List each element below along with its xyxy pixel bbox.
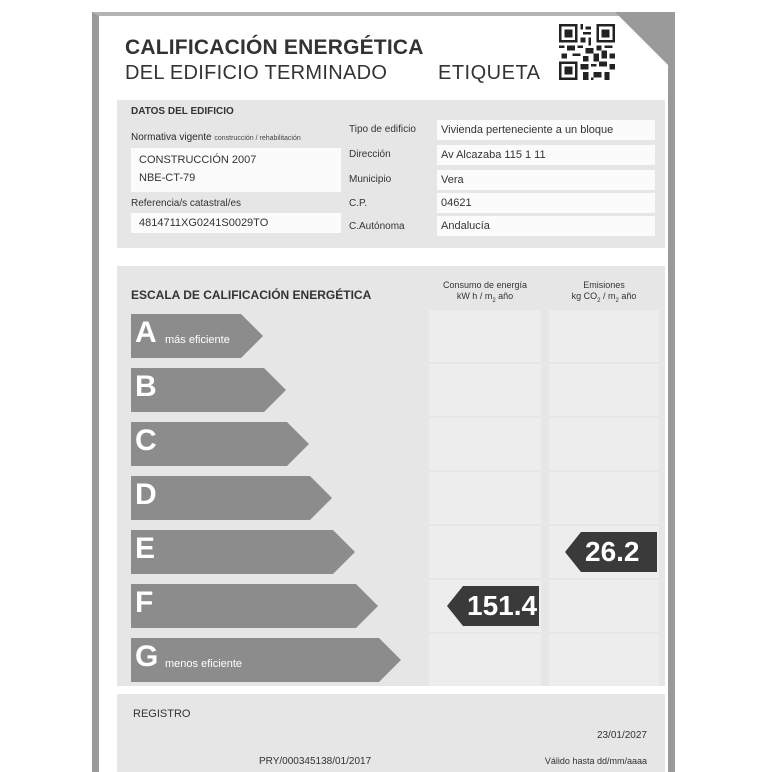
emissions-cell-g [549,634,659,686]
emissions-rating-badge [565,532,657,572]
class-letter-d: D [135,478,157,511]
class-bar-a [131,314,263,358]
class-bar-b [131,368,286,412]
class-note-g: menos eficiente [165,658,243,670]
class-bar-g [131,638,401,682]
class-bar-f [131,584,378,628]
class-note-a: más eficiente [165,334,230,346]
field-value-postcode: 04621 [441,197,472,209]
emissions-header-line1: Emisiones [583,280,625,290]
building-data-panel [117,100,665,248]
emissions-cell-c [549,418,659,470]
field-box-municipality [437,170,655,190]
consumption-header-line2: kW h / $m_2$ año [456,291,514,304]
emissions-header-line2: kg $CO_2 / m_2$ año [571,291,637,304]
emissions-cell-a [549,310,659,362]
field-box-address [437,145,655,165]
field-label-building-type: Tipo de edificio [349,124,416,135]
consumption-cell-e [429,526,541,578]
consumption-rating-badge-value: 151.4 [467,590,538,621]
valid-until-date: 23/01/2027 [596,730,647,741]
field-value-region: Andalucía [441,220,490,232]
title-line-2: DEL EDIFICIO TERMINADO [125,62,388,84]
label-word: ETIQUETA [438,62,541,84]
building-data-title: DATOS DEL EDIFICIO [131,106,234,117]
field-label-region: C.Autónoma [349,221,405,232]
registry-number: PRY/000345138/01/2017 [259,756,372,767]
class-letter-f: F [135,586,154,619]
field-label-postcode: C.P. [349,198,368,209]
consumption-cell-b [429,364,541,416]
cadastral-box [131,213,341,233]
consumption-cell-a [429,310,541,362]
valid-until-label: Válido hasta dd/mm/aaaa [544,756,647,766]
field-value-building-type: Vivienda perteneciente a un bloque [441,124,614,136]
class-bar-c [131,422,309,466]
consumption-header-line1: Consumo de energía [442,280,528,290]
regulation-value: NBE-CT-79 [139,172,196,184]
consumption-cell-d [429,472,541,524]
consumption-cell-g [429,634,541,686]
field-label-municipality: Municipio [349,174,392,185]
emissions-cell-b [549,364,659,416]
class-bar-shape-e [131,530,355,574]
field-value-municipality: Vera [441,174,464,186]
field-box-building-type [437,120,655,140]
regulation-sublabel: construcción / rehabilitación [214,135,301,142]
consumption-rating-badge [447,586,539,626]
consumption-header [429,280,541,307]
class-letter-e: E [135,532,156,565]
class-bar-shape-c [131,422,309,466]
energy-scale-panel [117,266,665,686]
class-bar-e [131,530,355,574]
registry-panel [117,694,665,772]
class-letter-g: G [135,640,159,673]
title-line-1: CALIFICACIÓN ENERGÉTICA [125,36,424,59]
energy-scale-title: ESCALA DE CALIFICACIÓN ENERGÉTICA [131,288,372,302]
regulation-label [131,132,301,143]
field-label-address: Dirección [349,149,391,160]
construction-value: CONSTRUCCIÓN 2007 [139,154,257,166]
emissions-cell-d [549,472,659,524]
class-letter-c: C [135,424,157,457]
energy-label-card [92,12,675,772]
field-value-address: Av Alcazaba 115 1 11 [441,149,546,161]
field-box-postcode [437,193,655,213]
consumption-cell-c [429,418,541,470]
class-bar-shape-f [131,584,378,628]
qr-code-icon [559,24,615,80]
emissions-header [549,280,659,307]
class-letter-a: A [135,316,157,349]
class-bar-shape-d [131,476,332,520]
corner-fold [615,12,675,72]
registry-title: REGISTRO [133,708,191,720]
emissions-rating-badge-value: 26.2 [585,536,640,567]
emissions-cell-f [549,580,659,632]
class-letter-b: B [135,370,157,403]
field-box-region [437,216,655,236]
cadastral-value: 4814711XG0241S0029TO [139,217,269,229]
cadastral-label: Referencia/s catastral/es [131,198,242,209]
regulation-label-text: Normativa vigente [131,132,212,143]
regulation-box [131,148,341,192]
class-bar-d [131,476,332,520]
